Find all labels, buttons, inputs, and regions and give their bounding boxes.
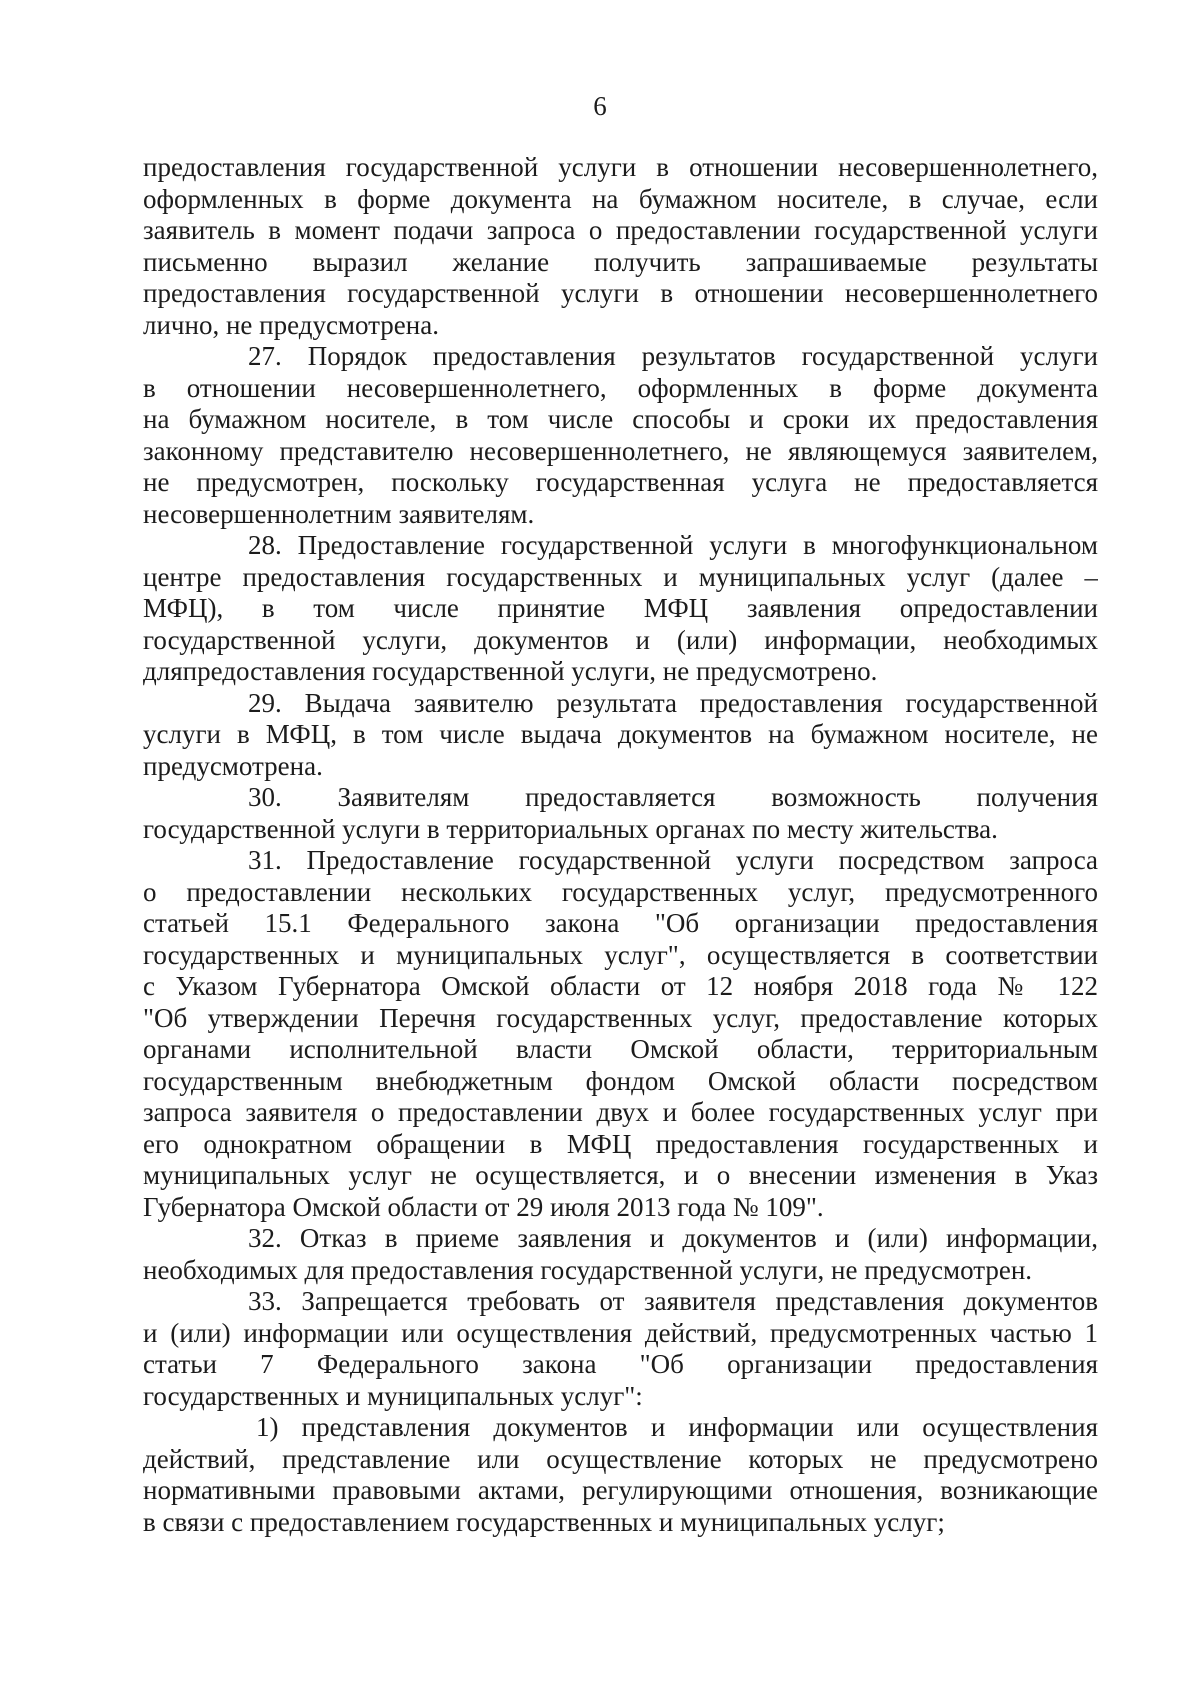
text-line: 1) представления документов и информации или осуществления (256, 1412, 1098, 1442)
text-line: статьи 7 Федерального закона "Об организации предоставления (143, 1349, 1098, 1379)
text-line: государственной услуги, документов и (или) информации, необходимых (143, 624, 1098, 655)
text-line: о предоставлении нескольких государственных услуг, предусмотренного (143, 876, 1098, 907)
text-line: предусмотрена. (143, 750, 323, 781)
paragraph-28 (143, 530, 1098, 688)
text-line: его однократном обращении в МФЦ предоставления государственных и (143, 1128, 1098, 1159)
paragraph-30 (143, 782, 1098, 845)
paragraph-29 (143, 688, 1098, 783)
text-line: предоставления государственной услуги в отношении несовершеннолетнего, (143, 152, 1098, 182)
text-line: лично, не предусмотрена. (143, 309, 439, 340)
text-line: органами исполнительной власти Омской области, территориальным (143, 1034, 1098, 1064)
text-line: 32. Отказ в приеме заявления и документов и (или) информации, (248, 1223, 1098, 1253)
text-line: государственных и муниципальных услуг", осуществляется в соответствии (143, 939, 1098, 970)
text-line: дляпредоставления государственной услуги, не предусмотрено. (143, 656, 878, 686)
text-line: МФЦ), в том числе принятие МФЦ заявления опредоставлении (143, 593, 1098, 623)
text-line: с Указом Губернатора Омской области от 12 ноября 2018 года № 122 (143, 971, 1098, 1001)
text-line: 28. Предоставление государственной услуги в многофункциональном (248, 530, 1098, 560)
paragraph-33-item-1 (143, 1412, 1098, 1538)
text-line: заявитель в момент подачи запроса о предоставлении государственной услуги (143, 215, 1098, 245)
text-line: 30. Заявителям предоставляется возможность получения (248, 782, 1098, 812)
text-line: законному представителю несовершеннолетнего, не являющемуся заявителем, (143, 435, 1098, 466)
text-line: в связи с предоставлением государственных и муниципальных услуг; (143, 1506, 945, 1537)
text-line: муниципальных услуг не осуществляется, и о внесении изменения в Указ (143, 1160, 1098, 1190)
text-line: "Об утверждении Перечня государственных услуг, предоставление которых (143, 1002, 1098, 1033)
paragraph-32 (143, 1223, 1098, 1286)
paragraph-27 (143, 341, 1098, 530)
text-line: предоставления государственной услуги в отношении несовершеннолетнего (143, 278, 1098, 308)
text-line: и (или) информации или осуществления действий, предусмотренных частью 1 (143, 1317, 1098, 1348)
text-line: необходимых для предоставления государственной услуги, не предусмотрен. (143, 1254, 1033, 1285)
text-line: статьей 15.1 Федерального закона "Об организации предоставления (143, 908, 1098, 938)
text-line: запроса заявителя о предоставлении двух и более государственных услуг при (143, 1097, 1098, 1127)
text-line: в отношении несовершеннолетнего, оформленных в форме документа (143, 372, 1098, 403)
text-line: нормативными правовыми актами, регулирующими отношения, возникающие (143, 1475, 1098, 1505)
paragraph-continuation (143, 152, 1098, 341)
text-line: государственным внебюджетным фондом Омской области посредством (143, 1065, 1098, 1096)
text-line: государственных и муниципальных услуг": (143, 1380, 643, 1411)
text-line: государственной услуги в территориальных органах по месту жительства. (143, 813, 998, 844)
text-line: не предусмотрен, поскольку государственная услуга не предоставляется (143, 467, 1098, 497)
text-line: 27. Порядок предоставления результатов государственной услуги (248, 341, 1098, 371)
text-line: письменно выразил желание получить запрашиваемые результаты (143, 246, 1098, 277)
document-body (143, 152, 1098, 1538)
text-line: Губернатора Омской области от 29 июля 2013 года № 109". (143, 1191, 824, 1222)
text-line: на бумажном носителе, в том числе способы и сроки их предоставления (143, 404, 1098, 434)
text-line: 31. Предоставление государственной услуги посредством запроса (248, 845, 1098, 875)
paragraph-31 (143, 845, 1098, 1223)
text-line: действий, представление или осуществление которых не предусмотрено (143, 1443, 1098, 1474)
page-number: 6 (593, 91, 607, 121)
paragraph-33 (143, 1286, 1098, 1412)
text-line: 33. Запрещается требовать от заявителя представления документов (248, 1286, 1098, 1316)
text-line: 29. Выдача заявителю результата предоставления государственной (248, 687, 1098, 718)
text-line: центре предоставления государственных и муниципальных услуг (далее – (143, 561, 1098, 592)
text-line: несовершеннолетним заявителям. (143, 498, 535, 529)
text-line: оформленных в форме документа на бумажном носителе, в случае, если (143, 183, 1098, 214)
text-line: услуги в МФЦ, в том числе выдача документов на бумажном носителе, не (143, 719, 1098, 749)
